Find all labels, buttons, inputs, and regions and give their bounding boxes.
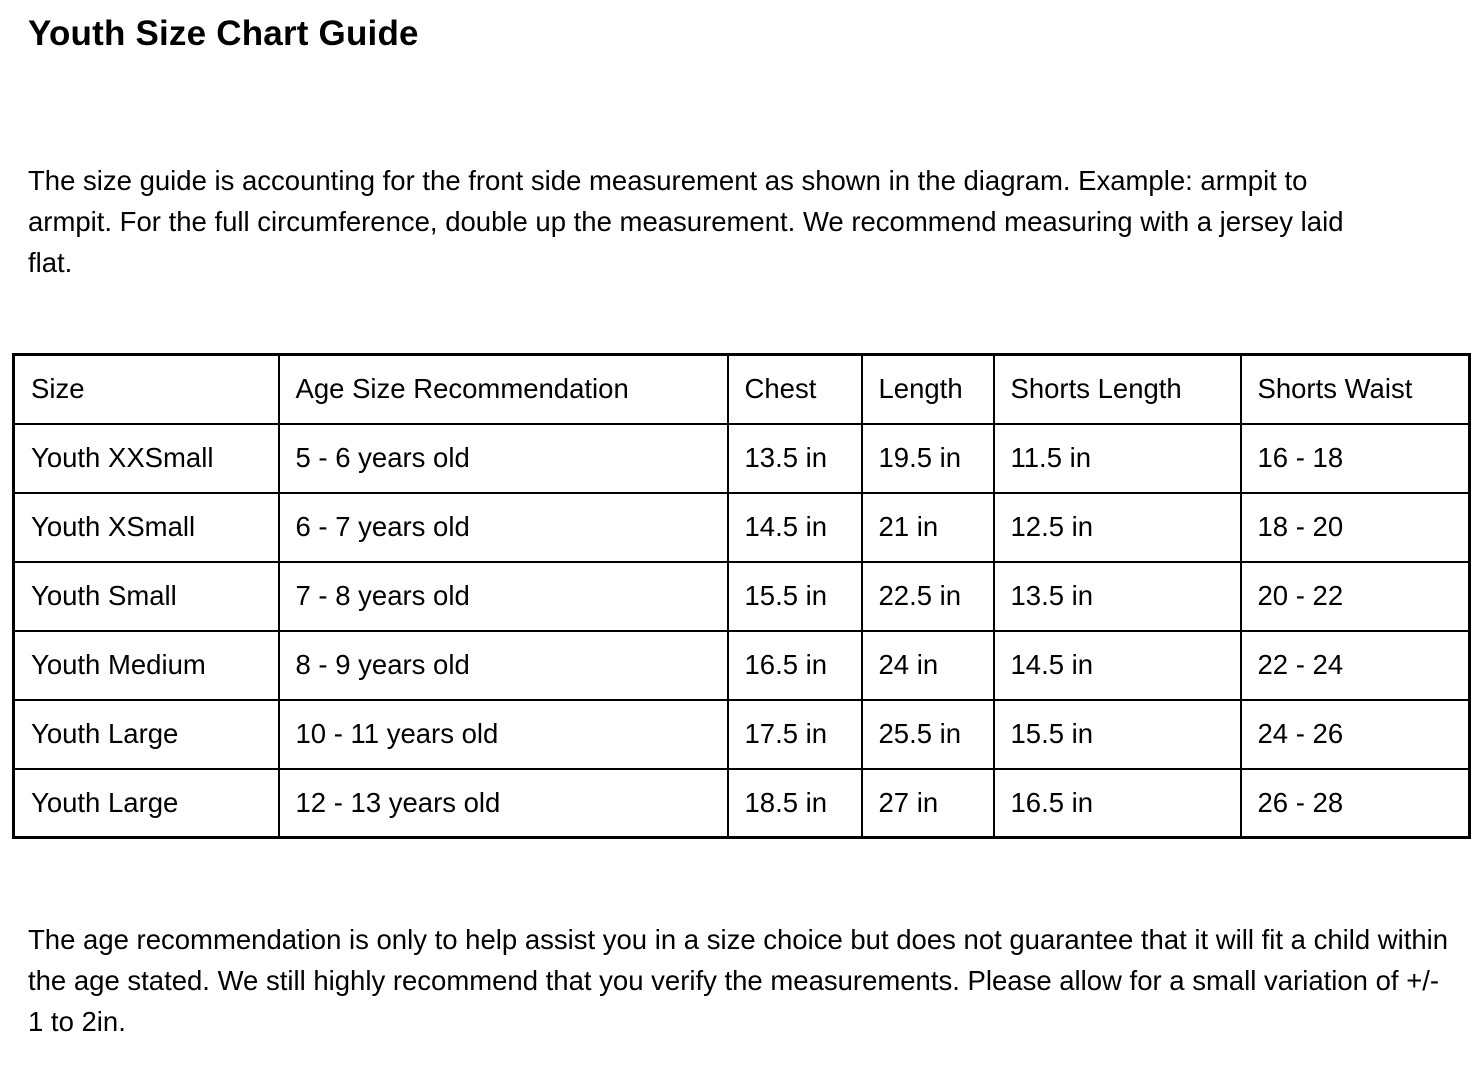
table-row xyxy=(14,769,1470,838)
table-row xyxy=(14,493,1470,562)
column-header-length: Length xyxy=(862,355,994,424)
column-header-shorts-length: Shorts Length xyxy=(994,355,1241,424)
table-cell: 18 - 20 xyxy=(1241,493,1470,562)
table-cell: 24 - 26 xyxy=(1241,700,1470,769)
table-cell: Youth Large xyxy=(14,769,279,838)
table-header-row xyxy=(14,355,1470,424)
table-cell: 15.5 in xyxy=(994,700,1241,769)
table-cell: 15.5 in xyxy=(728,562,862,631)
table-cell: 12.5 in xyxy=(994,493,1241,562)
table-cell: Youth XXSmall xyxy=(14,424,279,493)
table-cell: 16.5 in xyxy=(728,631,862,700)
table-row xyxy=(14,631,1470,700)
table-cell: 6 - 7 years old xyxy=(279,493,728,562)
table-body xyxy=(14,424,1470,838)
intro-paragraph: The size guide is accounting for the front side measurement as shown in the diagram. Example: armpit to armpit. For the full circumference, double up the measurement. We recommend measuring with a jersey laid flat. xyxy=(28,165,1344,278)
table-cell: 11.5 in xyxy=(994,424,1241,493)
table-row xyxy=(14,562,1470,631)
footnote-paragraph: The age recommendation is only to help assist you in a size choice but does not guarantee that it will fit a child within the age stated. We still highly recommend that you verify the measurements. Please allow for a small variation of +/- 1 to 2in. xyxy=(28,924,1449,1037)
column-header-size: Size xyxy=(14,355,279,424)
table-cell: 24 in xyxy=(862,631,994,700)
column-header-age-size: Age Size Recommendation xyxy=(279,355,728,424)
table-cell: 17.5 in xyxy=(728,700,862,769)
column-header-shorts-waist: Shorts Waist xyxy=(1241,355,1470,424)
table-row xyxy=(14,700,1470,769)
table-cell: 25.5 in xyxy=(862,700,994,769)
table-cell: 12 - 13 years old xyxy=(279,769,728,838)
table-cell: 10 - 11 years old xyxy=(279,700,728,769)
table-cell: Youth Large xyxy=(14,700,279,769)
column-header-chest: Chest xyxy=(728,355,862,424)
table-cell: 16.5 in xyxy=(994,769,1241,838)
page-title: Youth Size Chart Guide xyxy=(28,14,419,53)
table-cell: 13.5 in xyxy=(728,424,862,493)
table-cell: 14.5 in xyxy=(994,631,1241,700)
table-cell: 14.5 in xyxy=(728,493,862,562)
table-cell: Youth Medium xyxy=(14,631,279,700)
table-cell: 26 - 28 xyxy=(1241,769,1470,838)
table-cell: 22 - 24 xyxy=(1241,631,1470,700)
table-cell: 5 - 6 years old xyxy=(279,424,728,493)
table-header xyxy=(14,355,1470,424)
table-cell: Youth Small xyxy=(14,562,279,631)
table-cell: 7 - 8 years old xyxy=(279,562,728,631)
table-cell: 21 in xyxy=(862,493,994,562)
table-cell: 16 - 18 xyxy=(1241,424,1470,493)
youth-size-chart-table xyxy=(12,353,1471,839)
table-cell: 13.5 in xyxy=(994,562,1241,631)
table-cell: 18.5 in xyxy=(728,769,862,838)
table-cell: 20 - 22 xyxy=(1241,562,1470,631)
table-cell: 8 - 9 years old xyxy=(279,631,728,700)
table-cell: 22.5 in xyxy=(862,562,994,631)
table-row xyxy=(14,424,1470,493)
table-cell: Youth XSmall xyxy=(14,493,279,562)
table-cell: 19.5 in xyxy=(862,424,994,493)
table-cell: 27 in xyxy=(862,769,994,838)
